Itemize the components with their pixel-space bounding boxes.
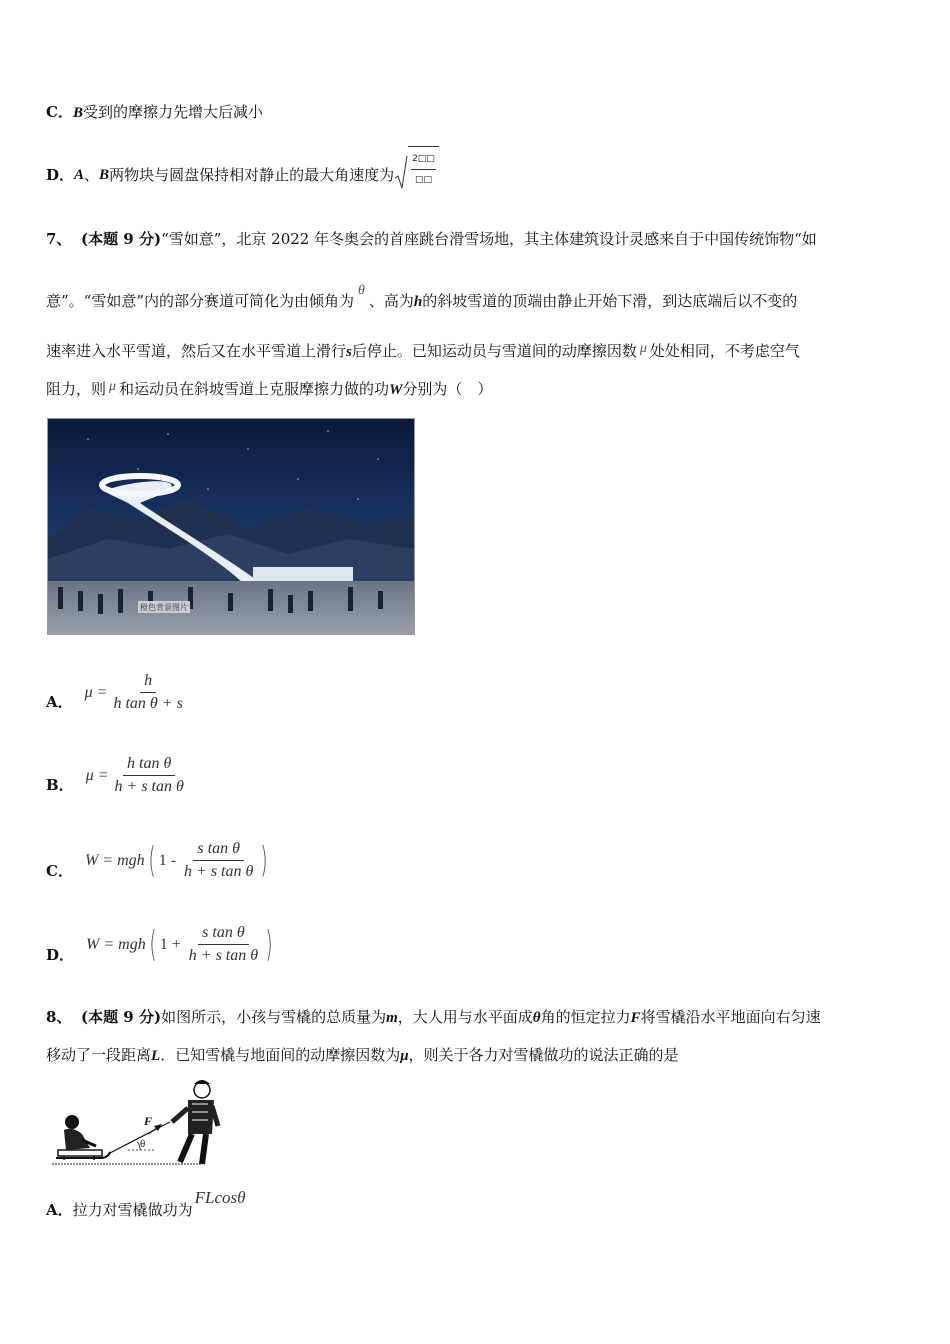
option-text: 受到的摩擦力先增大后减小 [82,103,263,121]
denominator: h + s tan θ [188,947,259,964]
mu-symbol: μ [639,341,647,356]
option-label: C． [46,103,73,121]
var-a: A [74,167,85,183]
option-label: A． [46,1201,73,1219]
question-score: (本题 9 分) [80,1008,162,1026]
separator: 、 [84,166,100,184]
radical-sign-icon [394,154,408,190]
stem-text: ，大人用与水平面成 [397,1008,533,1026]
formula-term: 1 - [158,851,177,869]
stem-text: ，则关于各力对雪橇做功的说法正确的是 [408,1046,679,1064]
option-label: A． [46,693,73,711]
root-numerator: 2□□ [411,149,436,170]
q7-option-b [46,755,188,796]
q7-stem-line2 [46,283,798,313]
stem-text: 角的恒定拉力 [540,1008,631,1026]
formula: FLcosθ [194,1188,246,1207]
fraction [109,672,186,713]
root-denominator: □□ [414,175,432,185]
stem-text: 分别为（ ） [402,380,493,398]
right-paren: ) [260,840,268,881]
var-m: m [386,1010,398,1026]
q7-stem-line1 [46,229,817,249]
stem-text: 、高为 [368,292,414,310]
numerator: s tan θ [193,840,244,861]
sqrt-formula [394,146,439,190]
q7-option-d [46,924,276,965]
formula-lhs: μ = [84,683,108,701]
stem-text: 意”。“雪如意”内的部分赛道可简化为由倾角为 [46,292,355,310]
angle-label: θ [140,1138,146,1150]
var-mu: μ [400,1048,409,1064]
option-label: D． [46,946,75,964]
q7-option-c [46,840,271,881]
option-text: 拉力对雪橇做功为 [72,1201,193,1219]
q7-stem-line4 [46,379,492,401]
var-w: W [389,382,403,398]
fraction [111,755,188,796]
left-paren: ( [148,840,156,881]
var-f: F [630,1010,641,1026]
numerator: h [140,672,156,693]
formula-lhs: W = mgh [86,935,146,953]
q6-option-c [46,102,263,123]
option-label: B． [46,776,74,794]
denominator: h + s tan θ [184,863,254,880]
option-label: C． [46,862,73,880]
stem-text: 移动了一段距离 [46,1046,152,1064]
denominator: h + s tan θ [114,778,184,795]
fraction [180,840,257,881]
q8-stem-line2 [46,1045,679,1066]
stem-text: 速率进入水平雪道，然后又在水平雪道上滑行 [46,342,347,360]
right-paren: ) [265,924,273,965]
stem-text: 如图所示，小孩与雪橇的总质量为 [161,1008,387,1026]
var-h: h [413,294,423,310]
question-number: 8、 [46,1008,72,1026]
var-b: B [99,167,110,183]
q7-stem-line3 [46,341,800,363]
force-label: F [144,1114,153,1128]
photo-watermark: 橙色背景图片 [140,603,188,612]
sled-drawing [52,1078,222,1170]
ski-jump-photo [47,418,415,635]
var-theta: θ [532,1010,541,1026]
numerator: h tan θ [123,755,175,776]
var-b: B [72,105,83,121]
var-l: L [151,1048,161,1064]
formula-lhs: W = mgh [84,851,145,869]
q8-option-a [46,1188,246,1220]
var-s: s [346,344,352,360]
q8-stem-line1 [46,1007,821,1028]
stem-text: 阻力，则 [46,380,107,398]
formula-term: 1 + [159,935,181,953]
stem-text: “雪如意”，北京 2022 年冬奥会的首座跳台滑雪场地，其主体建筑设计灵感来自于中国传统饰物“如 [161,230,817,248]
stem-text: 的斜坡雪道的顶端由静止开始下滑，到达底端后以不变的 [422,292,798,310]
left-paren: ( [149,924,157,965]
stem-text: 后停止。已知运动员与雪道间的动摩擦因数 [351,342,637,360]
question-score: (本题 9 分) [80,230,162,248]
numerator: s tan θ [198,924,249,945]
stem-text: 将雪橇沿水平地面向右匀速 [640,1008,821,1026]
sled-figure [52,1078,222,1170]
stem-text: 和运动员在斜坡雪道上克服摩擦力做的功 [119,380,390,398]
stem-text: ．已知雪橇与地面间的动摩擦因数为 [160,1046,401,1064]
stem-text: 处处相同，不考虑空气 [649,342,800,360]
formula-lhs: μ = [85,766,109,784]
ski-jump-scene [48,419,414,634]
mu-symbol: μ [109,379,117,394]
question-number: 7、 [46,230,72,248]
q6-option-d [46,154,439,190]
q7-option-a [46,672,187,713]
option-text: 两物块与圆盘保持相对静止的最大角速度为 [109,166,395,184]
option-label: D． [46,166,75,184]
fraction [185,924,262,965]
theta-symbol: θ [358,283,365,298]
denominator: h tan θ + s [113,695,183,712]
